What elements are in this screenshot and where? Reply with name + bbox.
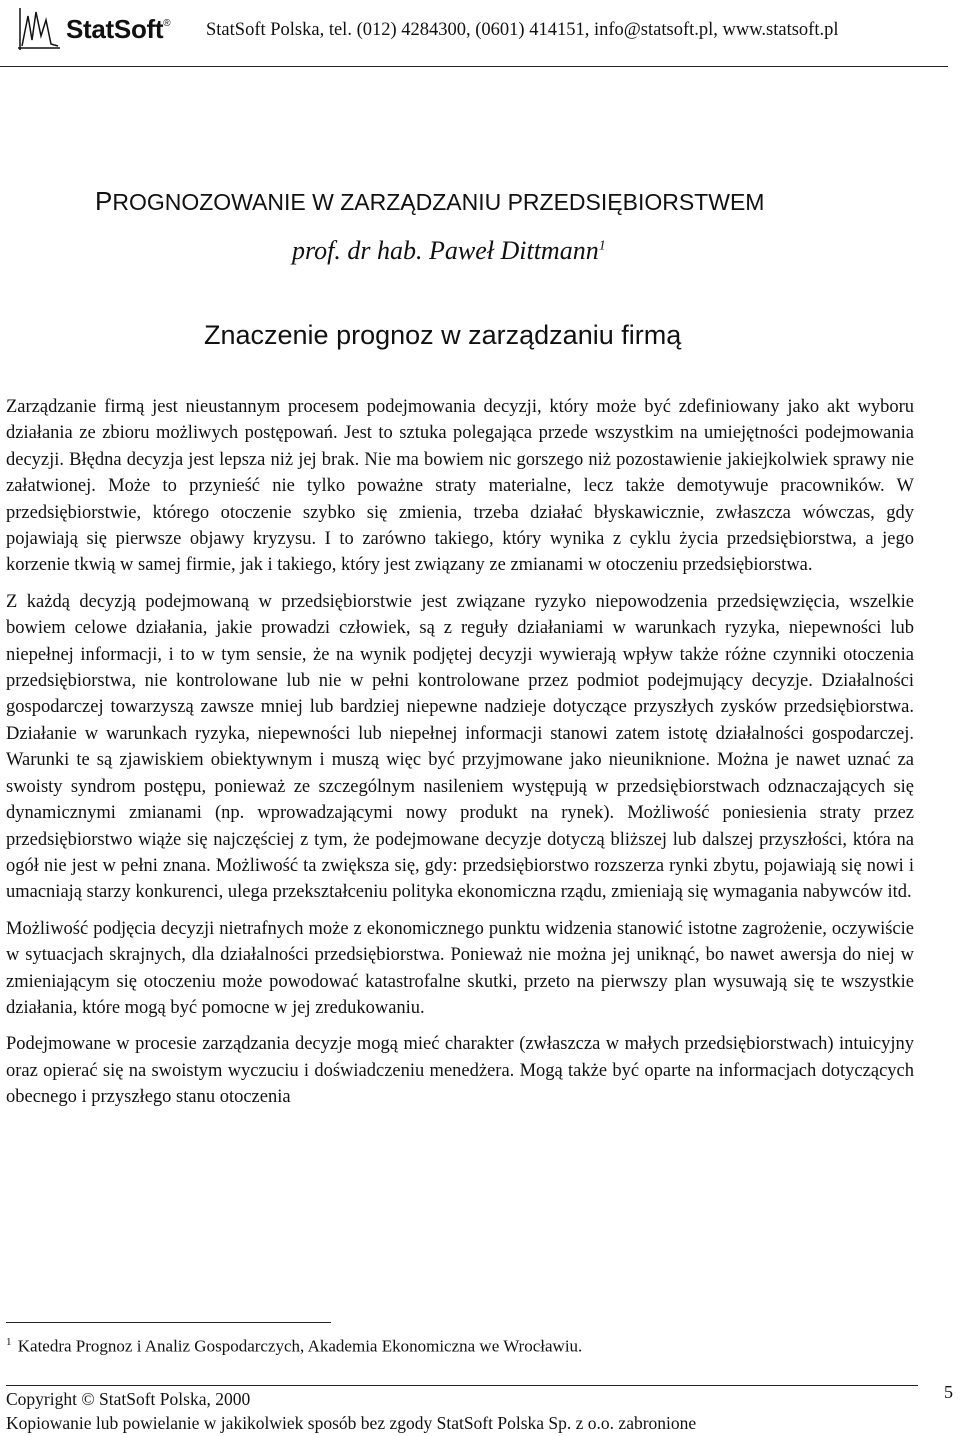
body-text	[6, 394, 914, 1121]
statsoft-logo-icon	[16, 6, 62, 52]
footnote-mark: 1	[6, 1336, 12, 1348]
footer-copyright: Copyright © StatSoft Polska, 2000	[6, 1389, 251, 1409]
header-contact: StatSoft Polska, tel. (012) 4284300, (0601) 414151, info@statsoft.pl, www.statsoft.pl	[206, 20, 839, 40]
paragraph: Zarządzanie firmą jest nieustannym procesem podejmowania decyzji, który może być zdefiniowany jako akt wyboru działania ze zbioru możliwych postępowań. Jest to sztuka polegająca przede wszystkim na umiejętności podejmowania decyzji. Błędna decyzja jest lepsza niż jej brak. Nie ma bowiem nic gorszego niż pozostawienie jakiejkolwiek sprawy nie załatwionej. Może to przynieść nie tylko poważne straty materialne, lecz także demotywuje pracowników. W przedsiębiorstwie, którego otoczenie szybko się zmienia, trzeba działać błyskawicznie, zwłaszcza wówczas, gdy pojawiają się pierwsze objawy kryzysu. I to zarówno takiego, który wynika z cyklu życia przedsiębiorstwa, a jego korzenie tkwią w samej firmie, jak i takiego, który jest związany ze zmianami w otoczeniu przedsiębiorstwa.	[6, 397, 914, 576]
author-line	[292, 236, 606, 266]
paragraph: Podejmowane w procesie zarządzania decyzje mogą mieć charakter (zwłaszcza w małych przedsiębiorstwach) intuicyjny oraz opierać się na swoistym wyczuciu i doświadczeniu menedżera. Mogą także być oparte na informacjach dotyczących obecnego i przyszłego stanu otoczenia	[6, 1034, 914, 1108]
footnote	[6, 1336, 582, 1357]
paragraph: Możliwość podjęcia decyzji nietrafnych może z ekonomicznego punktu widzenia stanowić istotne zagrożenie, oczywiście w sytuacjach skrajnych, dla działalności przedsiębiorstwa. Ponieważ nie można jej uniknąć, bo nawet awersja do niej w zmieniającym się otoczeniu może powodować katastrofalne skutki, przeto na pierwszy plan wysuwają się te wszystkie działania, które mogą być pomocne w jej zredukowaniu.	[6, 918, 914, 1018]
footer-notice: Kopiowanie lub powielanie w jakikolwiek sposób bez zgody StatSoft Polska Sp. z o.o. zabronione	[6, 1413, 697, 1433]
footnote-reference: 1	[598, 238, 606, 254]
document-title: PROGNOZOWANIE W ZARZĄDZANIU PRZEDSIĘBIORSTWEM	[95, 186, 765, 216]
page-header	[0, 0, 948, 67]
footnote-text: Katedra Prognoz i Analiz Gospodarczych, Akademia Ekonomiczna we Wrocławiu.	[17, 1336, 583, 1356]
footnote-divider	[6, 1322, 331, 1323]
footer-divider	[6, 1385, 918, 1386]
section-heading: Znaczenie prognoz w zarządzaniu firmą	[204, 320, 682, 350]
paragraph: Z każdą decyzją podejmowaną w przedsiębiorstwie jest związane ryzyko niepowodzenia przedsięwzięcia, wszelkie bowiem celowe działania, jakie prowadzi człowiek, są z reguły działaniami w warunkach ryzyka, niepewności lub niepełnej informacji, i to w tym sensie, że na wynik podjętej decyzji wywierają wpływ także różne czynniki otoczenia przedsiębiorstwa, nie kontrolowane lub nie w pełni kontrolowane przez podmiot podejmujący decyzje. Działalności gospodarczej towarzyszą zawsze mniej lub bardziej niepewne nadzieje dotyczące przyszłych zysków przedsiębiorstwa. Działanie w warunkach ryzyka, niepewności lub niepełnej informacji stanowi zatem istotę działalności gospodarczej. Warunki te są zjawiskiem obiektywnym i muszą więc być przyjmowane jako nieuniknione. Można je nawet uznać za swoisty syndrom postępu, ponieważ ze szczególnym nasileniem występują w przedsiębiorstwach odznaczających się dynamicznymi zmianami (np. wprowadzającymi nowy produkt na rynek). Możliwość poniesienia straty przez przedsiębiorstwo wiąże się najczęściej z tym, że podejmowane decyzje dotyczą bliższej lub dalszej przyszłości, która na ogół nie jest w pełni znana. Możliwość ta zwiększa się, gdy: przedsiębiorstwo rozszerza rynki zbytu, pojawiają się nowi i umacniają starzy konkurenci, ulega przekształceniu polityka ekonomiczna rządu, zmieniają się wymagania nabywców itd.	[6, 591, 914, 903]
statsoft-logo-text: StatSoft®	[66, 14, 171, 44]
author-name: prof. dr hab. Paweł Dittmann	[292, 236, 599, 265]
page-number: 5	[944, 1382, 953, 1402]
